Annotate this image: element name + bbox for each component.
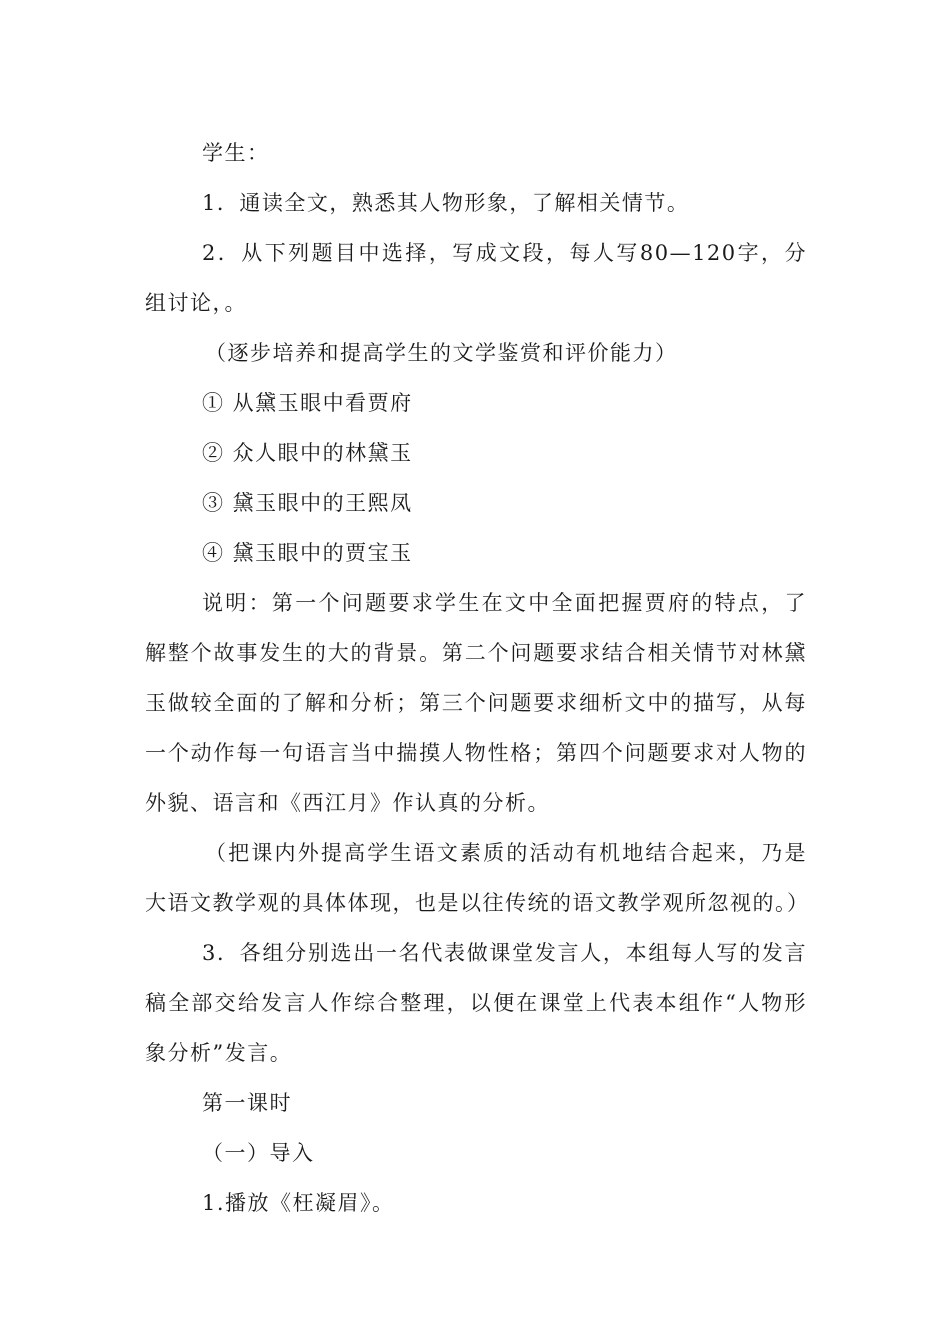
document-body xyxy=(145,128,810,1228)
paragraph-play-song: 1.播放《枉凝眉》。 xyxy=(202,1191,395,1215)
paragraph-topic-4: ④ 黛玉眼中的贾宝玉 xyxy=(202,541,413,565)
paragraph-note-teaching: （把课内外提高学生语文素质的活动有机地结合起来，乃是大语文教学观的具体体现，也是以往传统的语文教学观所忽视的。） xyxy=(145,841,810,915)
paragraph-step-3: 3．各组分别选出一名代表做课堂发言人，本组每人写的发言稿全部交给发言人作综合整理，以便在课堂上代表本组作“人物形象分析”发言。 xyxy=(145,941,807,1065)
paragraph-note-ability: （逐步培养和提高学生的文学鉴赏和评价能力） xyxy=(205,341,678,365)
paragraph-topic-2: ② 众人眼中的林黛玉 xyxy=(202,441,413,465)
paragraph-students-heading: 学生： xyxy=(202,141,270,165)
paragraph-topic-3: ③ 黛玉眼中的王熙凤 xyxy=(202,491,413,515)
paragraph-explanation: 说明：第一个问题要求学生在文中全面把握贾府的特点，了解整个故事发生的大的背景。第二个问题要求结合相关情节对林黛玉做较全面的了解和分析；第三个问题要求细析文中的描写，从每一个动作每一句语言当中揣摸人物性格；第四个问题要求对人物的外貌、语言和《西江月》作认真的分析。 xyxy=(145,591,807,815)
paragraph-section-intro: （一）导入 xyxy=(202,1141,315,1165)
paragraph-lesson-title: 第一课时 xyxy=(202,1091,292,1115)
paragraph-topic-1: ① 从黛玉眼中看贾府 xyxy=(202,391,413,415)
paragraph-step-1: 1．通读全文，熟悉其人物形象，了解相关情节。 xyxy=(202,191,690,215)
paragraph-step-2: 2．从下列题目中选择，写成文段，每人写80—120字，分组讨论，。 xyxy=(145,241,807,315)
